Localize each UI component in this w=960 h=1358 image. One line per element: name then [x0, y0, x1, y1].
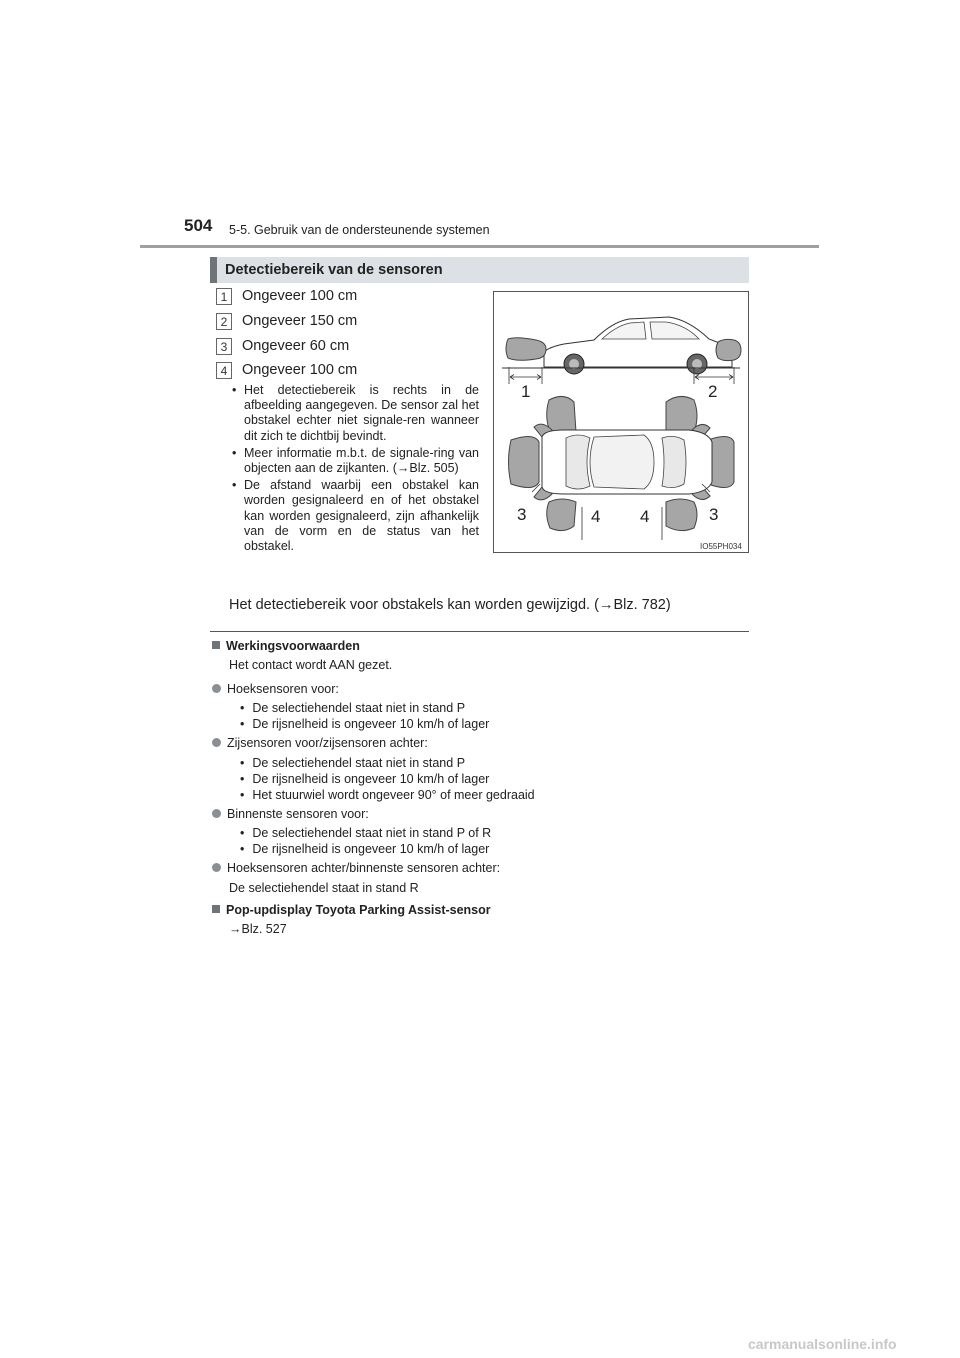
front-side-sensor-zone-bottom: [547, 499, 576, 531]
square-bullet-icon: [212, 905, 220, 913]
note-item: • Meer informatie m.b.t. de signale-ring van objecten aan de zijkanten. (→Blz. 505): [229, 446, 479, 476]
range-text: Ongeveer 100 cm: [242, 288, 358, 304]
circle-bullet-icon: [212, 809, 221, 818]
condition-group-title: Hoeksensoren achter/binnenste sensoren achter:: [212, 861, 500, 875]
conditions-intro: Het contact wordt AAN gezet.: [229, 658, 393, 672]
condition-group-title: Binnenste sensoren voor:: [212, 807, 369, 821]
condition-item: • De rijsnelheid is ongeveer 10 km/h of lager: [240, 772, 489, 786]
divider: [210, 631, 749, 632]
header-rule: [140, 245, 819, 248]
condition-item: • De selectiehendel staat niet in stand P of R: [240, 826, 491, 840]
front-inner-sensor-zone: [509, 436, 540, 487]
circle-bullet-icon: [212, 684, 221, 693]
circle-bullet-icon: [212, 863, 221, 872]
label-4-left: 4: [591, 507, 601, 526]
change-note: Het detectiebereik voor obstakels kan worden gewijzigd. (→Blz. 782): [229, 597, 671, 613]
sensor-range-figure: [493, 291, 749, 553]
car-top-view: [542, 430, 712, 494]
front-sensor-zone: [506, 338, 546, 361]
section-heading: Detectiebereik van de sensoren: [225, 262, 443, 278]
condition-item: • De selectiehendel staat niet in stand P: [240, 701, 465, 715]
callout-number: 4: [216, 362, 232, 379]
condition-text: De selectiehendel staat in stand R: [229, 881, 419, 895]
car-sensor-diagram: [494, 292, 748, 552]
condition-item: • De selectiehendel staat niet in stand P: [240, 756, 465, 770]
condition-group-title: Zijsensoren voor/zijsensoren achter:: [212, 736, 428, 750]
range-notes: [229, 383, 479, 556]
popup-heading: Pop-updisplay Toyota Parking Assist-sensor: [212, 903, 491, 917]
rear-sensor-zone: [716, 339, 741, 360]
condition-item: • De rijsnelheid is ongeveer 10 km/h of lager: [240, 717, 489, 731]
note-item: • De afstand waarbij een obstakel kan worden gesignaleerd en of het obstakel kan worden gesignaleerd, zijn afhankelijk van de vorm en de status van het obstakel.: [229, 478, 479, 554]
circle-bullet-icon: [212, 738, 221, 747]
label-3-right: 3: [709, 505, 719, 524]
condition-item: • De rijsnelheid is ongeveer 10 km/h of lager: [240, 842, 489, 856]
label-3-left: 3: [517, 505, 527, 524]
condition-item: • Het stuurwiel wordt ongeveer 90° of meer gedraaid: [240, 788, 535, 802]
popup-ref-link[interactable]: →Blz. 527: [229, 922, 287, 936]
label-1: 1: [521, 382, 531, 401]
label-2: 2: [708, 382, 718, 401]
car-side-view: [544, 317, 732, 374]
callout-number: 1: [216, 288, 232, 305]
callout-number: 3: [216, 338, 232, 355]
callout-number: 2: [216, 313, 232, 330]
range-text: Ongeveer 150 cm: [242, 313, 358, 329]
note-item: • Het detectiebereik is rechts in de afbeelding aangegeven. De sensor zal het obstakel echter niet signale-ren wanneer dit zich te dichtbij bevindt.: [229, 383, 479, 444]
rear-side-sensor-zone-bottom: [666, 499, 697, 531]
figure-code: IO55PH034: [700, 542, 742, 551]
section-heading-bar: [210, 257, 749, 283]
conditions-heading: Werkingsvoorwaarden: [212, 639, 360, 653]
range-text: Ongeveer 100 cm: [242, 362, 358, 378]
watermark: carmanualsonline.info: [748, 1336, 897, 1352]
condition-group-title: Hoeksensoren voor:: [212, 682, 339, 696]
section-accent: [210, 257, 217, 283]
section-title: 5-5. Gebruik van de ondersteunende systemen: [229, 223, 490, 237]
page-number: 504: [184, 216, 213, 235]
range-text: Ongeveer 60 cm: [242, 338, 350, 354]
square-bullet-icon: [212, 641, 220, 649]
label-4-right: 4: [640, 507, 650, 526]
